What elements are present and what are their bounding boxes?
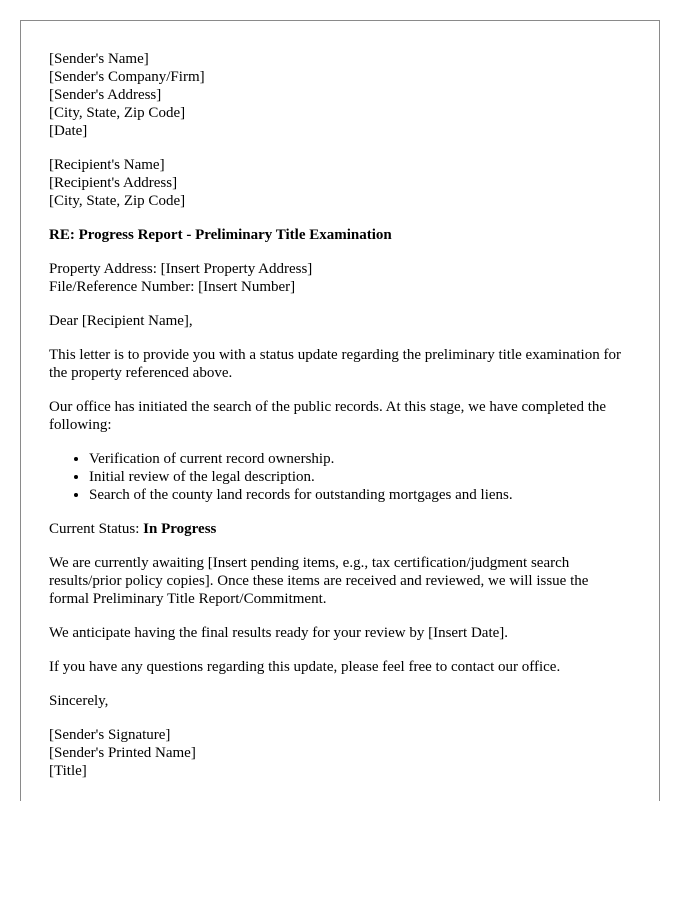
sender-name: [Sender's Name]	[49, 51, 149, 67]
sender-company: [Sender's Company/Firm]	[49, 69, 205, 85]
status-value: In Progress	[143, 521, 217, 537]
property-address: Property Address: [Insert Property Address]	[49, 261, 313, 277]
sender-address: [Sender's Address]	[49, 87, 162, 103]
status-label: Current Status:	[49, 521, 144, 537]
sender-city-state-zip: [City, State, Zip Code]	[49, 105, 186, 121]
recipient-block	[49, 156, 631, 210]
anticipate-paragraph: We anticipate having the final results ready for your review by [Insert Date].	[49, 625, 509, 641]
recipient-name: [Recipient's Name]	[49, 157, 165, 173]
list-item: • Initial review of the legal description.	[89, 468, 631, 486]
subject-line: RE: Progress Report - Preliminary Title Examination	[49, 227, 392, 243]
salutation: Dear [Recipient Name],	[49, 313, 193, 329]
signature-block	[49, 726, 631, 780]
list-item: • Verification of current record ownership.	[89, 450, 631, 468]
closing: Sincerely,	[49, 693, 109, 709]
list-item: • Search of the county land records for outstanding mortgages and liens.	[89, 486, 631, 504]
sender-block	[49, 50, 631, 140]
sender-signature: [Sender's Signature]	[49, 727, 171, 743]
sender-printed-name: [Sender's Printed Name]	[49, 745, 196, 761]
pending-paragraph: We are currently awaiting [Insert pending items, e.g., tax certification/judgment search results/prior policy copies]. Once these items are received and reviewed, we will issue the formal Preliminary Title Report/Commitment.	[49, 555, 589, 607]
questions-paragraph: If you have any questions regarding this update, please feel free to contact our office.	[49, 659, 561, 675]
intro-paragraph: This letter is to provide you with a status update regarding the preliminary title examination for the property referenced above.	[49, 347, 621, 381]
current-status	[49, 520, 631, 538]
letter-page	[20, 20, 660, 801]
sender-title: [Title]	[49, 763, 87, 779]
recipient-city-state-zip: [City, State, Zip Code]	[49, 193, 186, 209]
file-reference-number: File/Reference Number: [Insert Number]	[49, 279, 296, 295]
letter-body	[49, 50, 631, 780]
recipient-address: [Recipient's Address]	[49, 175, 178, 191]
property-block	[49, 260, 631, 296]
search-intro-paragraph: Our office has initiated the search of the public records. At this stage, we have completed the following:	[49, 399, 607, 433]
letter-date: [Date]	[49, 123, 88, 139]
completed-items-list	[49, 450, 631, 504]
